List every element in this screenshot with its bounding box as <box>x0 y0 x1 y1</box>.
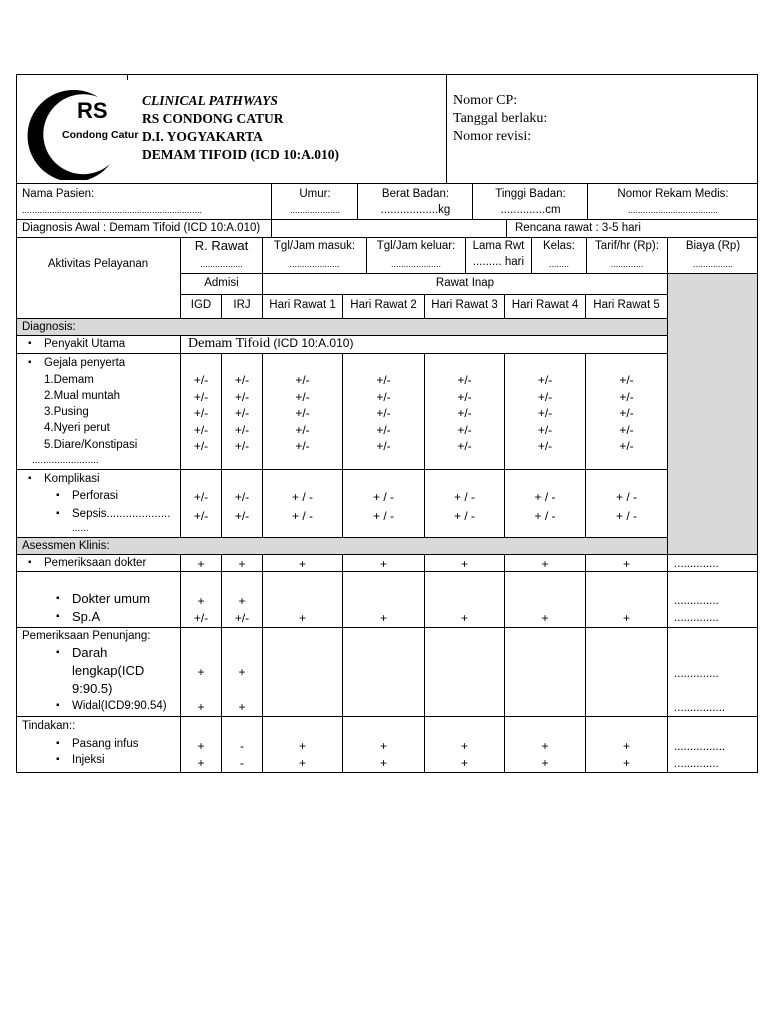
tanggal-berlaku-label: Tanggal berlaku: <box>453 111 548 126</box>
penyakit-utama-name: Demam Tifoid <box>188 336 271 351</box>
tinggi-badan-field[interactable]: ..............cm <box>500 204 561 216</box>
spa-irj-mark[interactable]: +/- <box>234 611 250 625</box>
gejala-mual-muntah: 2.Mual muntah <box>44 390 121 402</box>
nama-pasien-field[interactable]: ........................................................................ <box>22 205 203 215</box>
spa-hari3-mark[interactable]: + <box>460 611 468 625</box>
igd-header: IGD <box>190 299 212 311</box>
tarif-header: Tarif/hr (Rp): <box>595 240 659 252</box>
title-hospital: RS CONDONG CATUR <box>142 111 284 126</box>
kelas-header: Kelas: <box>543 240 575 252</box>
penunjang-section-label: Pemeriksaan Penunjang: <box>22 630 151 642</box>
gejala-demam: 1.Demam <box>44 374 94 386</box>
rencana-rawat: Rencana rawat : 3-5 hari <box>515 222 641 234</box>
umur-field[interactable]: .................... <box>289 205 340 215</box>
asesmen-section-label: Asessmen Klinis: <box>22 540 110 552</box>
gejala-penyerta-label: ▪ Gejala penyerta <box>44 356 125 370</box>
pemeriksaan-igd-mark[interactable]: + <box>197 557 205 571</box>
infus-hari3-mark[interactable]: + <box>460 739 468 753</box>
infus-hari2-mark[interactable]: + <box>379 739 387 753</box>
injeksi-hari3-mark[interactable]: + <box>460 756 468 770</box>
biaya-field[interactable]: ................ <box>692 259 733 269</box>
widal-label: ▪ Widal(ICD9:90.54) <box>72 699 167 713</box>
diagnosis-section-label: Diagnosis: <box>22 321 76 333</box>
gejala-igd-marks[interactable]: +/- +/- +/- +/- +/- <box>193 373 209 453</box>
r-rawat-header: R. Rawat <box>194 238 249 253</box>
logo-name: Condong Catur <box>62 129 139 141</box>
dokter-umum-label: ▪ Dokter umum <box>72 592 150 606</box>
tgl-masuk-field[interactable]: .................... <box>289 259 340 269</box>
gejala-hari3-marks[interactable]: +/- +/- +/- +/- +/- <box>457 373 472 453</box>
tinggi-badan-label: Tinggi Badan: <box>495 188 566 200</box>
penyakit-utama-code: (ICD 10:A.010) <box>270 336 354 350</box>
rawat-inap-header: Rawat Inap <box>435 277 495 289</box>
darah-label-2: lengkap(ICD <box>72 663 145 678</box>
title-region: D.I. YOGYAKARTA <box>142 129 263 144</box>
pemeriksaan-biaya-field[interactable]: .............. <box>674 558 719 570</box>
irj-header: IRJ <box>233 299 251 311</box>
gejala-pusing: 3.Pusing <box>44 406 89 418</box>
gejala-irj-marks[interactable]: +/- +/- +/- +/- +/- <box>234 373 250 453</box>
berat-badan-label: Berat Badan: <box>381 188 450 200</box>
infus-hari5-mark[interactable]: + <box>622 739 630 753</box>
r-rawat-field[interactable]: ................. <box>200 259 243 269</box>
pemeriksaan-hari3-mark[interactable]: + <box>460 557 468 571</box>
injeksi-hari4-mark[interactable]: + <box>541 756 549 770</box>
sepsis-label: ▪ Sepsis.................... <box>72 507 170 521</box>
umur-label: Umur: <box>299 188 331 200</box>
komplikasi-hari4-marks[interactable]: + / - + / - <box>534 490 556 523</box>
biaya-header: Biaya (Rp) <box>685 240 741 252</box>
hari-rawat-5-header: Hari Rawat 5 <box>593 299 660 311</box>
nomor-cp-label: Nomor CP: <box>453 93 518 108</box>
title-clinical-pathways: CLINICAL PATHWAYS <box>142 93 278 108</box>
penyakit-utama-value <box>188 336 353 351</box>
pemeriksaan-hari1-mark[interactable]: + <box>298 557 306 571</box>
widal-biaya-field[interactable]: ................ <box>674 702 726 714</box>
tgl-keluar-field[interactable]: .................... <box>390 259 441 269</box>
dokter-umum-biaya-field[interactable]: .............. <box>674 595 719 607</box>
tgl-masuk-header: Tgl/Jam masuk: <box>273 240 356 252</box>
title-disease: DEMAM TIFOID (ICD 10:A.010) <box>142 147 339 162</box>
dokter-umum-irj-mark[interactable]: + <box>238 594 246 608</box>
injeksi-hari2-mark[interactable]: + <box>379 756 387 770</box>
gejala-hari4-marks[interactable]: +/- +/- +/- +/- +/- <box>537 373 553 453</box>
komplikasi-hari5-marks[interactable]: + / - + / - <box>615 490 637 523</box>
spa-hari1-mark[interactable]: + <box>298 611 306 625</box>
logo-initials: RS <box>77 98 108 123</box>
injeksi-hari5-mark[interactable]: + <box>622 756 630 770</box>
widal-igd-mark[interactable]: + <box>197 700 205 714</box>
pasang-infus-label: ▪ Pasang infus <box>72 737 139 751</box>
spa-hari2-mark[interactable]: + <box>379 611 387 625</box>
hospital-logo <box>24 78 139 180</box>
sepsis-more-field[interactable]: ...... <box>72 523 89 534</box>
komplikasi-label: ▪ Komplikasi <box>44 472 100 486</box>
tarif-field[interactable]: ............. <box>610 259 644 269</box>
komplikasi-hari1-marks[interactable]: + / - + / - <box>291 490 313 523</box>
spa-igd-mark[interactable]: +/- <box>193 611 209 625</box>
nama-pasien-label: Nama Pasien: <box>22 188 95 200</box>
infus-irj-mark[interactable]: - <box>240 739 244 753</box>
hari-rawat-1-header: Hari Rawat 1 <box>269 299 336 311</box>
berat-badan-field[interactable]: ..................kg <box>380 204 451 216</box>
lama-rawat-header: Lama Rwt <box>472 240 525 252</box>
darah-igd-mark[interactable]: + <box>197 665 205 679</box>
dokter-umum-igd-mark[interactable]: + <box>197 594 205 608</box>
kelas-field[interactable]: ........ <box>548 259 569 269</box>
aktivitas-pelayanan-header: Aktivitas Pelayanan <box>47 258 149 270</box>
injeksi-igd-mark[interactable]: + <box>197 756 205 770</box>
spa-biaya-field[interactable]: .............. <box>674 612 719 624</box>
komplikasi-hari3-marks[interactable]: + / - + / - <box>453 490 475 523</box>
gejala-hari1-marks[interactable]: +/- +/- +/- +/- +/- <box>295 373 310 453</box>
darah-irj-mark[interactable]: + <box>238 665 246 679</box>
gejala-hari2-marks[interactable]: +/- +/- +/- +/- +/- <box>376 373 391 453</box>
rekam-medis-label: Nomor Rekam Medis: <box>617 188 729 200</box>
spa-hari5-mark[interactable]: + <box>622 611 630 625</box>
hari-rawat-2-header: Hari Rawat 2 <box>350 299 417 311</box>
injeksi-irj-mark[interactable]: - <box>240 756 244 770</box>
pemeriksaan-irj-mark[interactable]: + <box>238 557 246 571</box>
gejala-more-field[interactable]: ........................ <box>32 455 99 466</box>
darah-label-1: ▪ Darah <box>72 644 107 662</box>
injeksi-label: ▪ Injeksi <box>72 753 105 767</box>
pemeriksaan-hari5-mark[interactable]: + <box>622 557 630 571</box>
perforasi-label: ▪ Perforasi <box>72 489 118 503</box>
gejala-diare: 5.Diare/Konstipasi <box>44 439 138 451</box>
komplikasi-hari2-marks[interactable]: + / - + / - <box>372 490 394 523</box>
komplikasi-irj-marks[interactable]: +/- +/- <box>234 490 250 523</box>
tindakan-section-label: Tindakan:: <box>22 720 76 732</box>
gejala-nyeri-perut: 4.Nyeri perut <box>44 422 110 434</box>
diagnosis-awal: Diagnosis Awal : Demam Tifoid (ICD 10:A.010) <box>22 222 261 234</box>
admisi-header: Admisi <box>204 277 239 289</box>
nomor-revisi-label: Nomor revisi: <box>453 129 532 144</box>
infus-biaya-field[interactable]: ................ <box>674 741 726 753</box>
injeksi-hari1-mark[interactable]: + <box>298 756 306 770</box>
pemeriksaan-dokter-label: ▪ Pemeriksaan dokter <box>44 556 146 570</box>
injeksi-biaya-field[interactable]: .............. <box>674 758 719 770</box>
komplikasi-igd-marks[interactable]: +/- +/- <box>193 490 209 523</box>
hari-rawat-3-header: Hari Rawat 3 <box>431 299 498 311</box>
rekam-medis-field[interactable]: .................................... <box>627 205 719 215</box>
infus-hari1-mark[interactable]: + <box>298 739 306 753</box>
widal-irj-mark[interactable]: + <box>238 700 246 714</box>
infus-hari4-mark[interactable]: + <box>541 739 549 753</box>
spa-hari4-mark[interactable]: + <box>541 611 549 625</box>
darah-label-3: 9:90.5) <box>72 681 113 696</box>
penyakit-utama-label: ▪ Penyakit Utama <box>44 337 125 351</box>
tgl-keluar-header: Tgl/Jam keluar: <box>376 240 456 252</box>
pemeriksaan-hari2-mark[interactable]: + <box>379 557 387 571</box>
gejala-hari5-marks[interactable]: +/- +/- +/- +/- +/- <box>619 373 634 453</box>
hari-rawat-4-header: Hari Rawat 4 <box>511 299 579 311</box>
spa-label: ▪ Sp.A <box>72 610 100 624</box>
pemeriksaan-hari4-mark[interactable]: + <box>541 557 549 571</box>
darah-biaya-field[interactable]: .............. <box>674 668 719 680</box>
lama-rawat-field[interactable]: ......... hari <box>472 256 525 268</box>
infus-igd-mark[interactable]: + <box>197 739 205 753</box>
